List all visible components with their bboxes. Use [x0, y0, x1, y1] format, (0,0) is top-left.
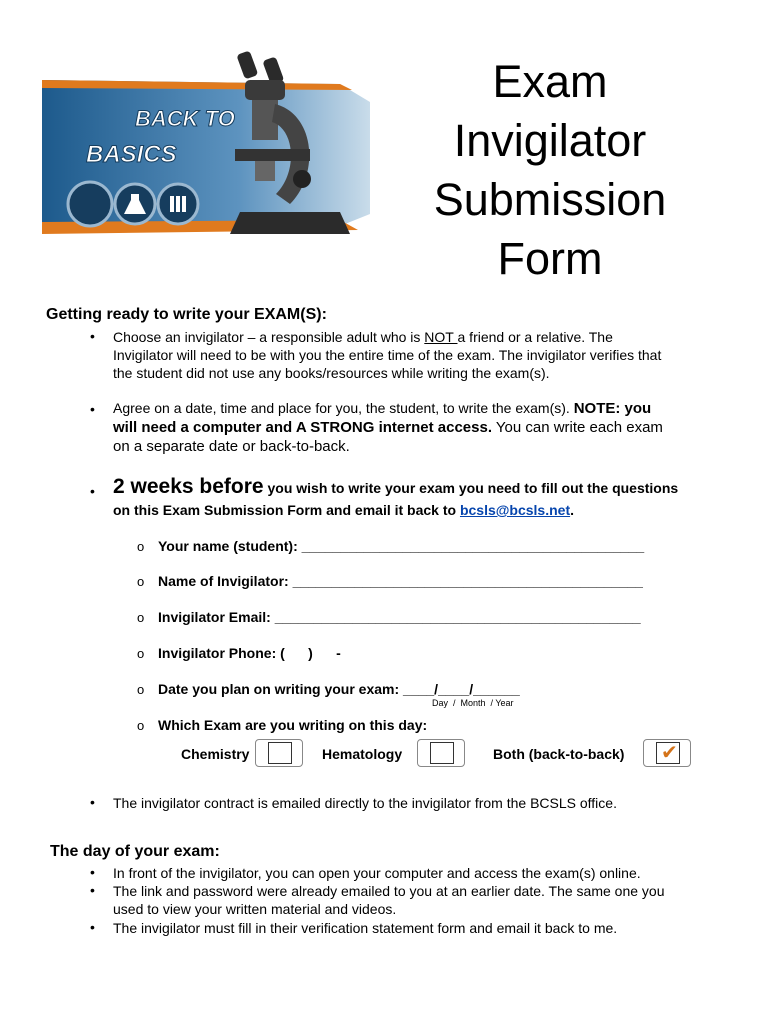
checkbox-both-inner — [656, 742, 680, 764]
sub-bullet: o — [137, 610, 145, 625]
back-to-basics-logo — [40, 44, 380, 244]
sub-bullet: o — [137, 682, 145, 697]
checkbox-hematology-inner — [430, 742, 454, 764]
svg-text:BACK TO: BACK TO — [135, 106, 235, 131]
bullet-contract-emailed: The invigilator contract is emailed directly to the invigilator from the BCSLS office. — [113, 795, 617, 811]
bullet: • — [90, 794, 95, 810]
checkbox-chemistry-inner — [268, 742, 292, 764]
page-title: Exam Invigilator Submission Form — [433, 56, 667, 284]
option-label-both: Both (back-to-back) — [493, 746, 625, 762]
bullet: • — [90, 483, 95, 499]
sub-bullet: o — [137, 574, 145, 589]
field-invigilator-email[interactable]: Invigilator Email: _______________________________________________ — [158, 609, 641, 625]
checkbox-both[interactable] — [643, 739, 691, 767]
option-label-chemistry: Chemistry — [181, 746, 250, 762]
field-invigilator-phone[interactable]: Invigilator Phone: ( ) - — [158, 645, 341, 661]
option-label-hematology: Hematology — [322, 746, 403, 762]
field-exam-date[interactable]: Date you plan on writing your exam: ____/____/______ — [158, 681, 520, 697]
sub-bullet: o — [137, 539, 145, 554]
field-student-name[interactable]: Your name (student): ____________________________________________ — [158, 538, 645, 554]
bullet-agree-date: Agree on a date, time and place for you, the student, to write the exam(s). NOTE: you will need a computer and A STRONG internet access. You can write each exam on a separate date or back-to-back. — [113, 400, 663, 455]
checkbox-hematology[interactable] — [417, 739, 465, 767]
checkmark-icon: ✔ — [661, 742, 678, 764]
bullet-link-password: The link and password were already emailed to you at an earlier date. The same one you used to view your written material and videos. — [113, 883, 665, 917]
section-heading-getting-ready: Getting ready to write your EXAM(S): — [46, 306, 327, 323]
checkbox-chemistry[interactable] — [255, 739, 303, 767]
bullet-two-weeks-before: 2 weeks before you wish to write your exam you need to fill out the questions on this Exam Submission Form and email it back to bcsls@bcsls.net. — [113, 475, 679, 518]
svg-text:BASICS: BASICS — [86, 141, 177, 168]
bullet-verification-statement: The invigilator must fill in their verification statement form and email it back to me. — [113, 920, 618, 936]
date-format-hint: Day / Month / Year — [432, 698, 514, 708]
field-invigilator-name[interactable]: Name of Invigilator: _____________________________________________ — [158, 573, 643, 589]
bullet: • — [90, 919, 95, 935]
bullet: • — [90, 882, 95, 898]
sub-bullet: o — [137, 646, 145, 661]
section-heading-day-of-exam: The day of your exam: — [50, 843, 220, 860]
bullet: • — [90, 328, 95, 344]
badge-icon — [68, 182, 112, 226]
sub-bullet: o — [137, 718, 145, 733]
bullet-choose-invigilator: Choose an invigilator – a responsible adult who is NOT a friend or a relative. The Invigilator will need to be with you the entire time of the exam. The invigilator verifies that the student did not use any books/resources while writing the exam(s). — [113, 329, 662, 381]
bullet: • — [90, 401, 95, 417]
which-exam-label: Which Exam are you writing on this day: — [158, 717, 428, 733]
bullet: • — [90, 864, 95, 880]
email-link[interactable]: bcsls@bcsls.net — [459, 502, 571, 518]
bullet-open-computer: In front of the invigilator, you can open your computer and access the exam(s) online. — [113, 865, 641, 881]
